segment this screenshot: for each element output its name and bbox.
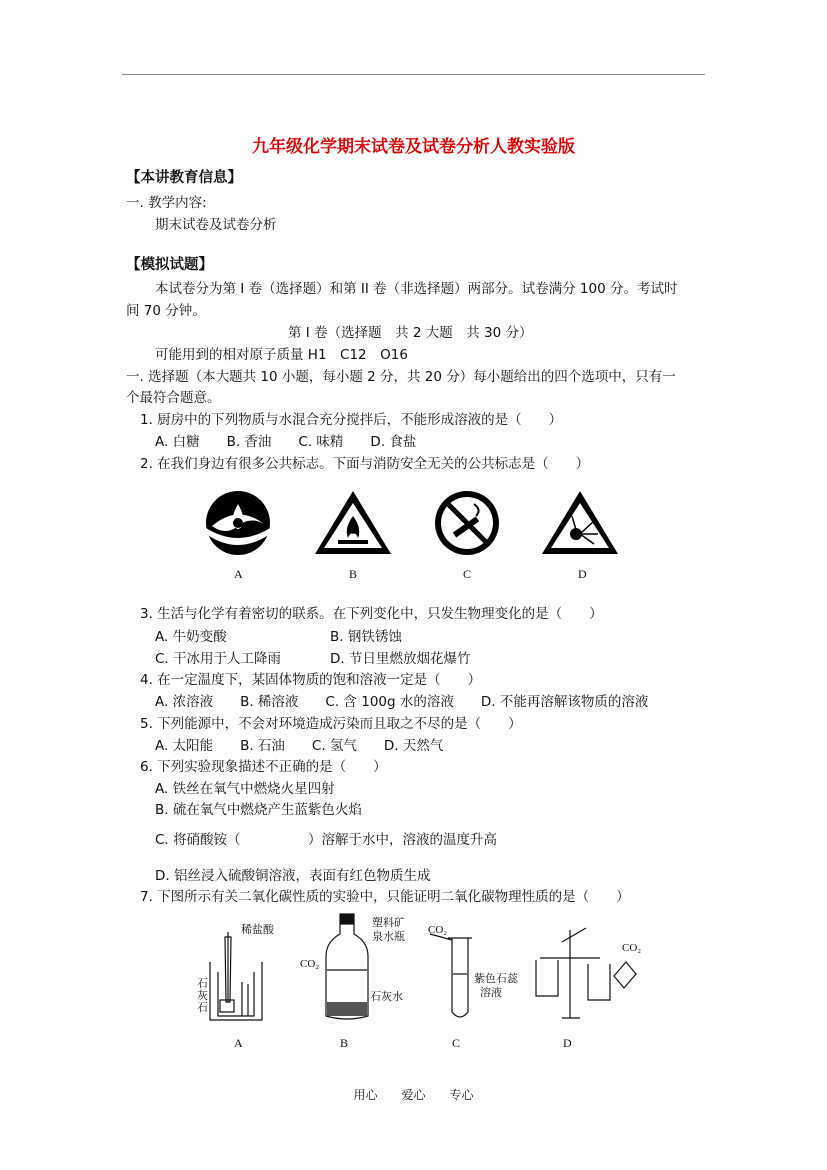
question-4: 4. 在一定温度下，某固体物质的饱和溶液一定是（ ） — [140, 672, 482, 688]
apparatus-d-balance-icon — [536, 928, 636, 1018]
question-1-options: A. 白糖 B. 香油 C. 味精 D. 食盐 — [155, 434, 417, 450]
a-label-stone-2: 灰 — [197, 990, 208, 1002]
a-label-stone-1: 石 — [197, 978, 208, 990]
apparatus-c-test-tube-icon — [430, 934, 472, 1017]
instruction-line-2: 个最符合题意。 — [126, 390, 221, 406]
sign-b-flammable-icon — [315, 491, 391, 554]
question-1: 1. 厨房中的下列物质与水混合充分搅拌后，不能形成溶液的是（ ） — [140, 412, 563, 428]
page-title: 九年级化学期末试卷及试卷分析人教实验版 — [252, 137, 575, 157]
b-label-co2: CO₂ — [300, 958, 320, 970]
question-7: 7. 下图所示有关二氧化碳性质的实验中，只能证明二氧化碳物理性质的是（ ） — [140, 889, 630, 905]
q7-label-d: D — [563, 1036, 572, 1050]
question-6-option-b: B. 硫在氧气中燃烧产生蓝紫色火焰 — [155, 802, 362, 818]
part1-title: 第 I 卷（选择题 共 2 大题 共 30 分） — [288, 325, 533, 341]
sign-c-no-smoking-icon — [435, 491, 499, 555]
question-6: 6. 下列实验现象描述不正确的是（ ） — [140, 759, 387, 775]
atomic-mass-line: 可能用到的相对原子质量 H1 C12 O16 — [155, 347, 408, 363]
sign-a-icon — [206, 491, 270, 555]
instruction-line-1: 一. 选择题（本大题共 10 小题，每小题 2 分，共 20 分）每小题给出的四个选项中，只有一 — [126, 369, 676, 385]
teaching-content-value: 期末试卷及试卷分析 — [155, 217, 277, 233]
c-label-litmus-1: 紫色石蕊 — [474, 973, 518, 985]
teaching-content-label: 一. 教学内容: — [126, 195, 207, 211]
header-rule — [122, 74, 705, 75]
b-label-limewater: 石灰水 — [370, 991, 403, 1003]
c-label-co2: CO₂ — [428, 924, 448, 936]
question-3-option-b: B. 钢铁锈蚀 — [330, 629, 402, 645]
d-label-co2: CO₂ — [622, 942, 642, 954]
question-2: 2. 在我们身边有很多公共标志。下面与消防安全无关的公共标志是（ ） — [140, 456, 590, 472]
question-3-option-d: D. 节日里燃放烟花爆竹 — [330, 651, 471, 667]
a-label-stone-3: 石 — [197, 1002, 208, 1014]
question-6-option-c: C. 将硝酸铵（ ）溶解于水中，溶液的温度升高 — [155, 832, 498, 848]
question-3-option-c: C. 干冰用于人工降雨 — [155, 651, 282, 667]
question-6-option-a: A. 铁丝在氧气中燃烧火星四射 — [155, 781, 335, 797]
q2-signs-figure — [200, 486, 620, 586]
question-5-options: A. 太阳能 B. 石油 C. 氢气 D. 天然气 — [155, 738, 444, 754]
page-footer: 用心 爱心 专心 — [353, 1088, 474, 1102]
a-label-acid: 稀盐酸 — [241, 924, 274, 936]
q7-label-c: C — [452, 1036, 461, 1050]
c-label-litmus-2: 溶液 — [480, 987, 502, 999]
intro-line-1: 本试卷分为第 I 卷（选择题）和第 II 卷（非选择题）两部分。试卷满分 100 分。考试时 — [155, 281, 678, 297]
apparatus-a-beaker-icon — [210, 932, 262, 1020]
sign-label-d: D — [578, 567, 587, 581]
q7-label-a: A — [234, 1036, 243, 1050]
b-label-plastic-1: 塑料矿 — [372, 917, 405, 929]
sign-label-c: C — [463, 567, 472, 581]
question-3: 3. 生活与化学有着密切的联系。在下列变化中，只发生物理变化的是（ ） — [140, 606, 603, 622]
sign-label-a: A — [234, 567, 243, 581]
q7-label-b: B — [340, 1036, 349, 1050]
b-label-plastic-2: 泉水瓶 — [372, 931, 405, 943]
question-6-option-d: D. 铝丝浸入硫酸铜溶液，表面有红色物质生成 — [155, 868, 431, 884]
section-heading-info: 【本讲教育信息】 — [126, 170, 242, 186]
section-heading-mock: 【模拟试题】 — [126, 257, 213, 273]
question-4-options: A. 浓溶液 B. 稀溶液 C. 含 100g 水的溶液 D. 不能再溶解该物质的溶液 — [155, 694, 649, 710]
intro-line-2: 间 70 分钟。 — [126, 303, 206, 319]
apparatus-b-bottle-icon — [326, 914, 368, 1019]
sign-label-b: B — [349, 567, 358, 581]
question-5: 5. 下列能源中，不会对环境造成污染而且取之不尽的是（ ） — [140, 716, 522, 732]
question-3-option-a: A. 牛奶变酸 — [155, 629, 227, 645]
sign-d-explosive-icon — [542, 491, 618, 554]
